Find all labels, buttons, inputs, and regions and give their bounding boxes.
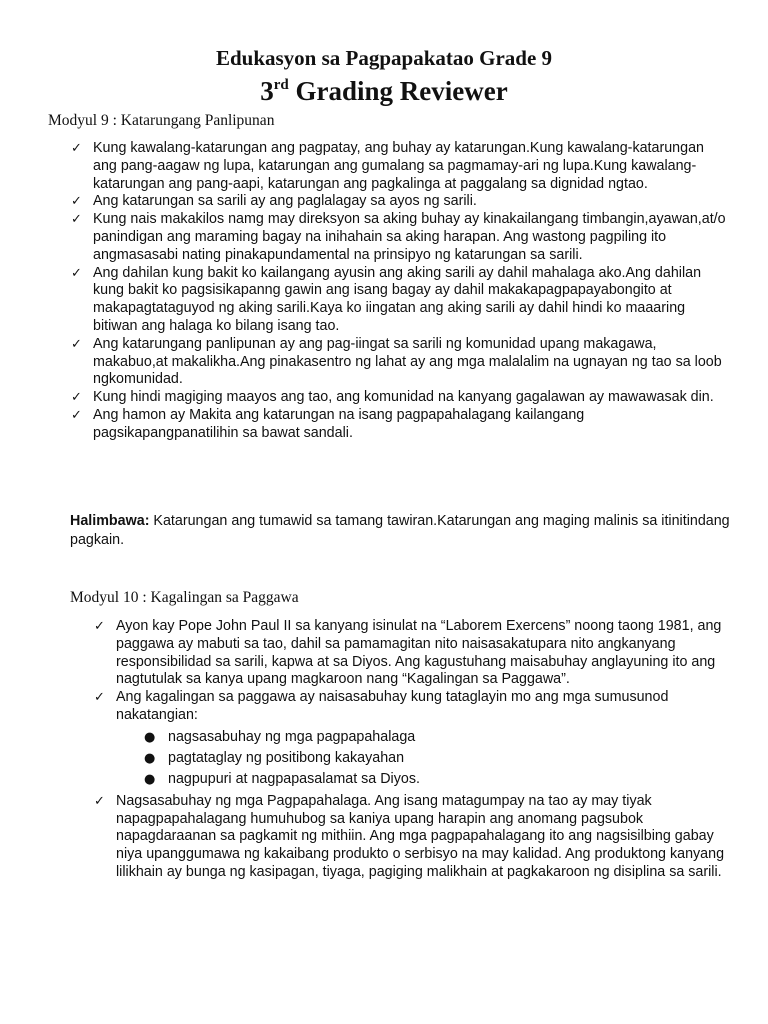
bullet-icon: ● (144, 729, 156, 745)
subtitle-rest: Grading Reviewer (288, 76, 508, 106)
subtitle-ordinal: 3 (260, 76, 274, 106)
check-mark-icon: ✓ (71, 265, 82, 281)
list-item (71, 335, 728, 389)
subtitle-superscript: rd (273, 77, 289, 93)
check-mark-icon: ✓ (71, 336, 82, 352)
document-title: Edukasyon sa Pagpapakatao Grade 9 (215, 46, 553, 70)
list-item (94, 689, 728, 790)
check-mark-icon: ✓ (71, 407, 82, 423)
list-item-text: Ang katarungang panlipunan ay ang pag-iingat sa sarili ng komunidad upang makagawa, makabuo,at makalikha.Ang pinakasentro ng lahat ay ang mga malalalim na ugnayan ng tao sa loob ngkomunidad. (93, 335, 722, 388)
sublist-item-text: nagsasabuhay ng mga pagpapahalaga (168, 728, 416, 745)
list-item (94, 618, 728, 689)
bullet-icon: ● (144, 750, 156, 766)
module-10-heading: Modyul 10 : Kagalingan sa Paggawa (70, 589, 299, 606)
list-item-text: Ang kagalingan sa paggawa ay naisasabuhay kung tataglayin mo ang mga sumusunod nakatangian: (116, 689, 669, 723)
list-item-text: Ang katarungan sa sarili ay ang paglalagay sa ayos ng sarili. (93, 193, 477, 210)
check-mark-icon: ✓ (71, 390, 82, 406)
sublist-item (144, 727, 728, 748)
list-item-text: Ayon kay Pope John Paul II sa kanyang isinulat na “Laborem Exercens” noong taong 1981, ang paggawa ay mabuti sa tao, dahil sa pamamagitan nito naisasakatupara nito angkanyang responsibilidad sa sarili, kapwa at sa Diyos. Ang kagustuhang maisabuhay anglayuning ito ang nagtutulak sa kanya upang magkaroon nang “Kagalingan sa Paggawa”. (116, 618, 722, 688)
list-item-text: Kung kawalang-katarungan ang pagpatay, ang buhay ay katarungan.Kung kawalang-katarungan ang pang-aagaw ng lupa, katarungan ang gumalang sa pagmamay-ari ng lupa.Kung kawalang-katarungan ang pang-aapi, katarungan ang pagkalinga at paggalang sa dignidad ngtao. (93, 140, 704, 192)
list-item-text: Nagsasabuhay ng mga Pagpapahalaga. Ang isang matagumpay na tao ay may tiyak napagpapahalagang humuhubog sa kaniya upang harapin ang anomang pagsubok napagdaraanan sa pagkamit ng mithiin. Ang mga pagpapahalagang ito ang nagsisilbing gabay niya upanggumawa ng kakaibang produkto o serbisyo na may kalidad. Ang produktong kanyang lilikhain ay bunga ng kasipagan, tiyaga, pagiging malikhain at pagkakaroon ng disiplina sa sarili. (116, 792, 725, 880)
check-mark-icon: ✓ (71, 141, 82, 156)
list-item (94, 792, 728, 882)
list-item-text: Kung hindi magiging maayos ang tao, ang komunidad na kanyang gagalawan ay mawawasak din. (93, 389, 714, 406)
sublist-item-text: nagpupuri at nagpapasalamat sa Diyos. (168, 770, 420, 787)
list-item-text: Ang hamon ay Makita ang katarungan na isang pagpapahalagang kailangang pagsikapangpanatilihin sa bawat sandali. (93, 406, 585, 441)
list-item (71, 264, 728, 336)
list-item (71, 389, 728, 407)
check-mark-icon: ✓ (71, 194, 82, 210)
module-9-list (71, 140, 728, 443)
list-item (71, 140, 728, 193)
module-10-list (94, 618, 728, 882)
check-mark-icon: ✓ (94, 793, 105, 809)
sublist-item (144, 748, 728, 769)
check-mark-icon: ✓ (71, 212, 82, 228)
document-subtitle (0, 74, 768, 108)
check-mark-icon: ✓ (94, 690, 105, 706)
bullet-icon: ● (144, 771, 156, 787)
list-item (71, 193, 728, 211)
example-text: Katarungan ang tumawid sa tamang tawiran.Katarungan ang maging malinis sa itinitindang pagkain. (70, 513, 730, 548)
module-9-heading: Modyul 9 : Katarungang Panlipunan (48, 112, 275, 129)
example-label: Halimbawa: (70, 513, 150, 529)
list-item-text: Kung nais makakilos namg may direksyon sa aking buhay ay kinakailangang timbangin,ayawan,at/o panindigan ang maraming bagay na inihahain sa aking harapan. Ang wastong pagpiling ito angmasasabi nating pinakapundamental na prinsipyo ng katarungan sa sarili. (93, 211, 726, 263)
sublist-item-text: pagtataglay ng positibong kakayahan (168, 749, 405, 766)
list-item (71, 211, 728, 264)
sublist-item (144, 769, 728, 790)
check-mark-icon: ✓ (94, 619, 105, 634)
list-item-text: Ang dahilan kung bakit ko kailangang ayusin ang aking sarili ay dahil mahalaga ako.Ang dahilan kung bakit ko pagsisikapanng gawin ang isang bagay ay dahil makakapagpapayabongito at makapagtataguyod ng aking sarili.Kaya ko iingatan ang aking sarili ay dahil hindi ko maaaring bitiwan ang halaga ko bilang isang tao. (93, 264, 702, 334)
example-paragraph (70, 512, 730, 549)
list-item (71, 406, 728, 443)
qualities-sublist (116, 727, 728, 790)
